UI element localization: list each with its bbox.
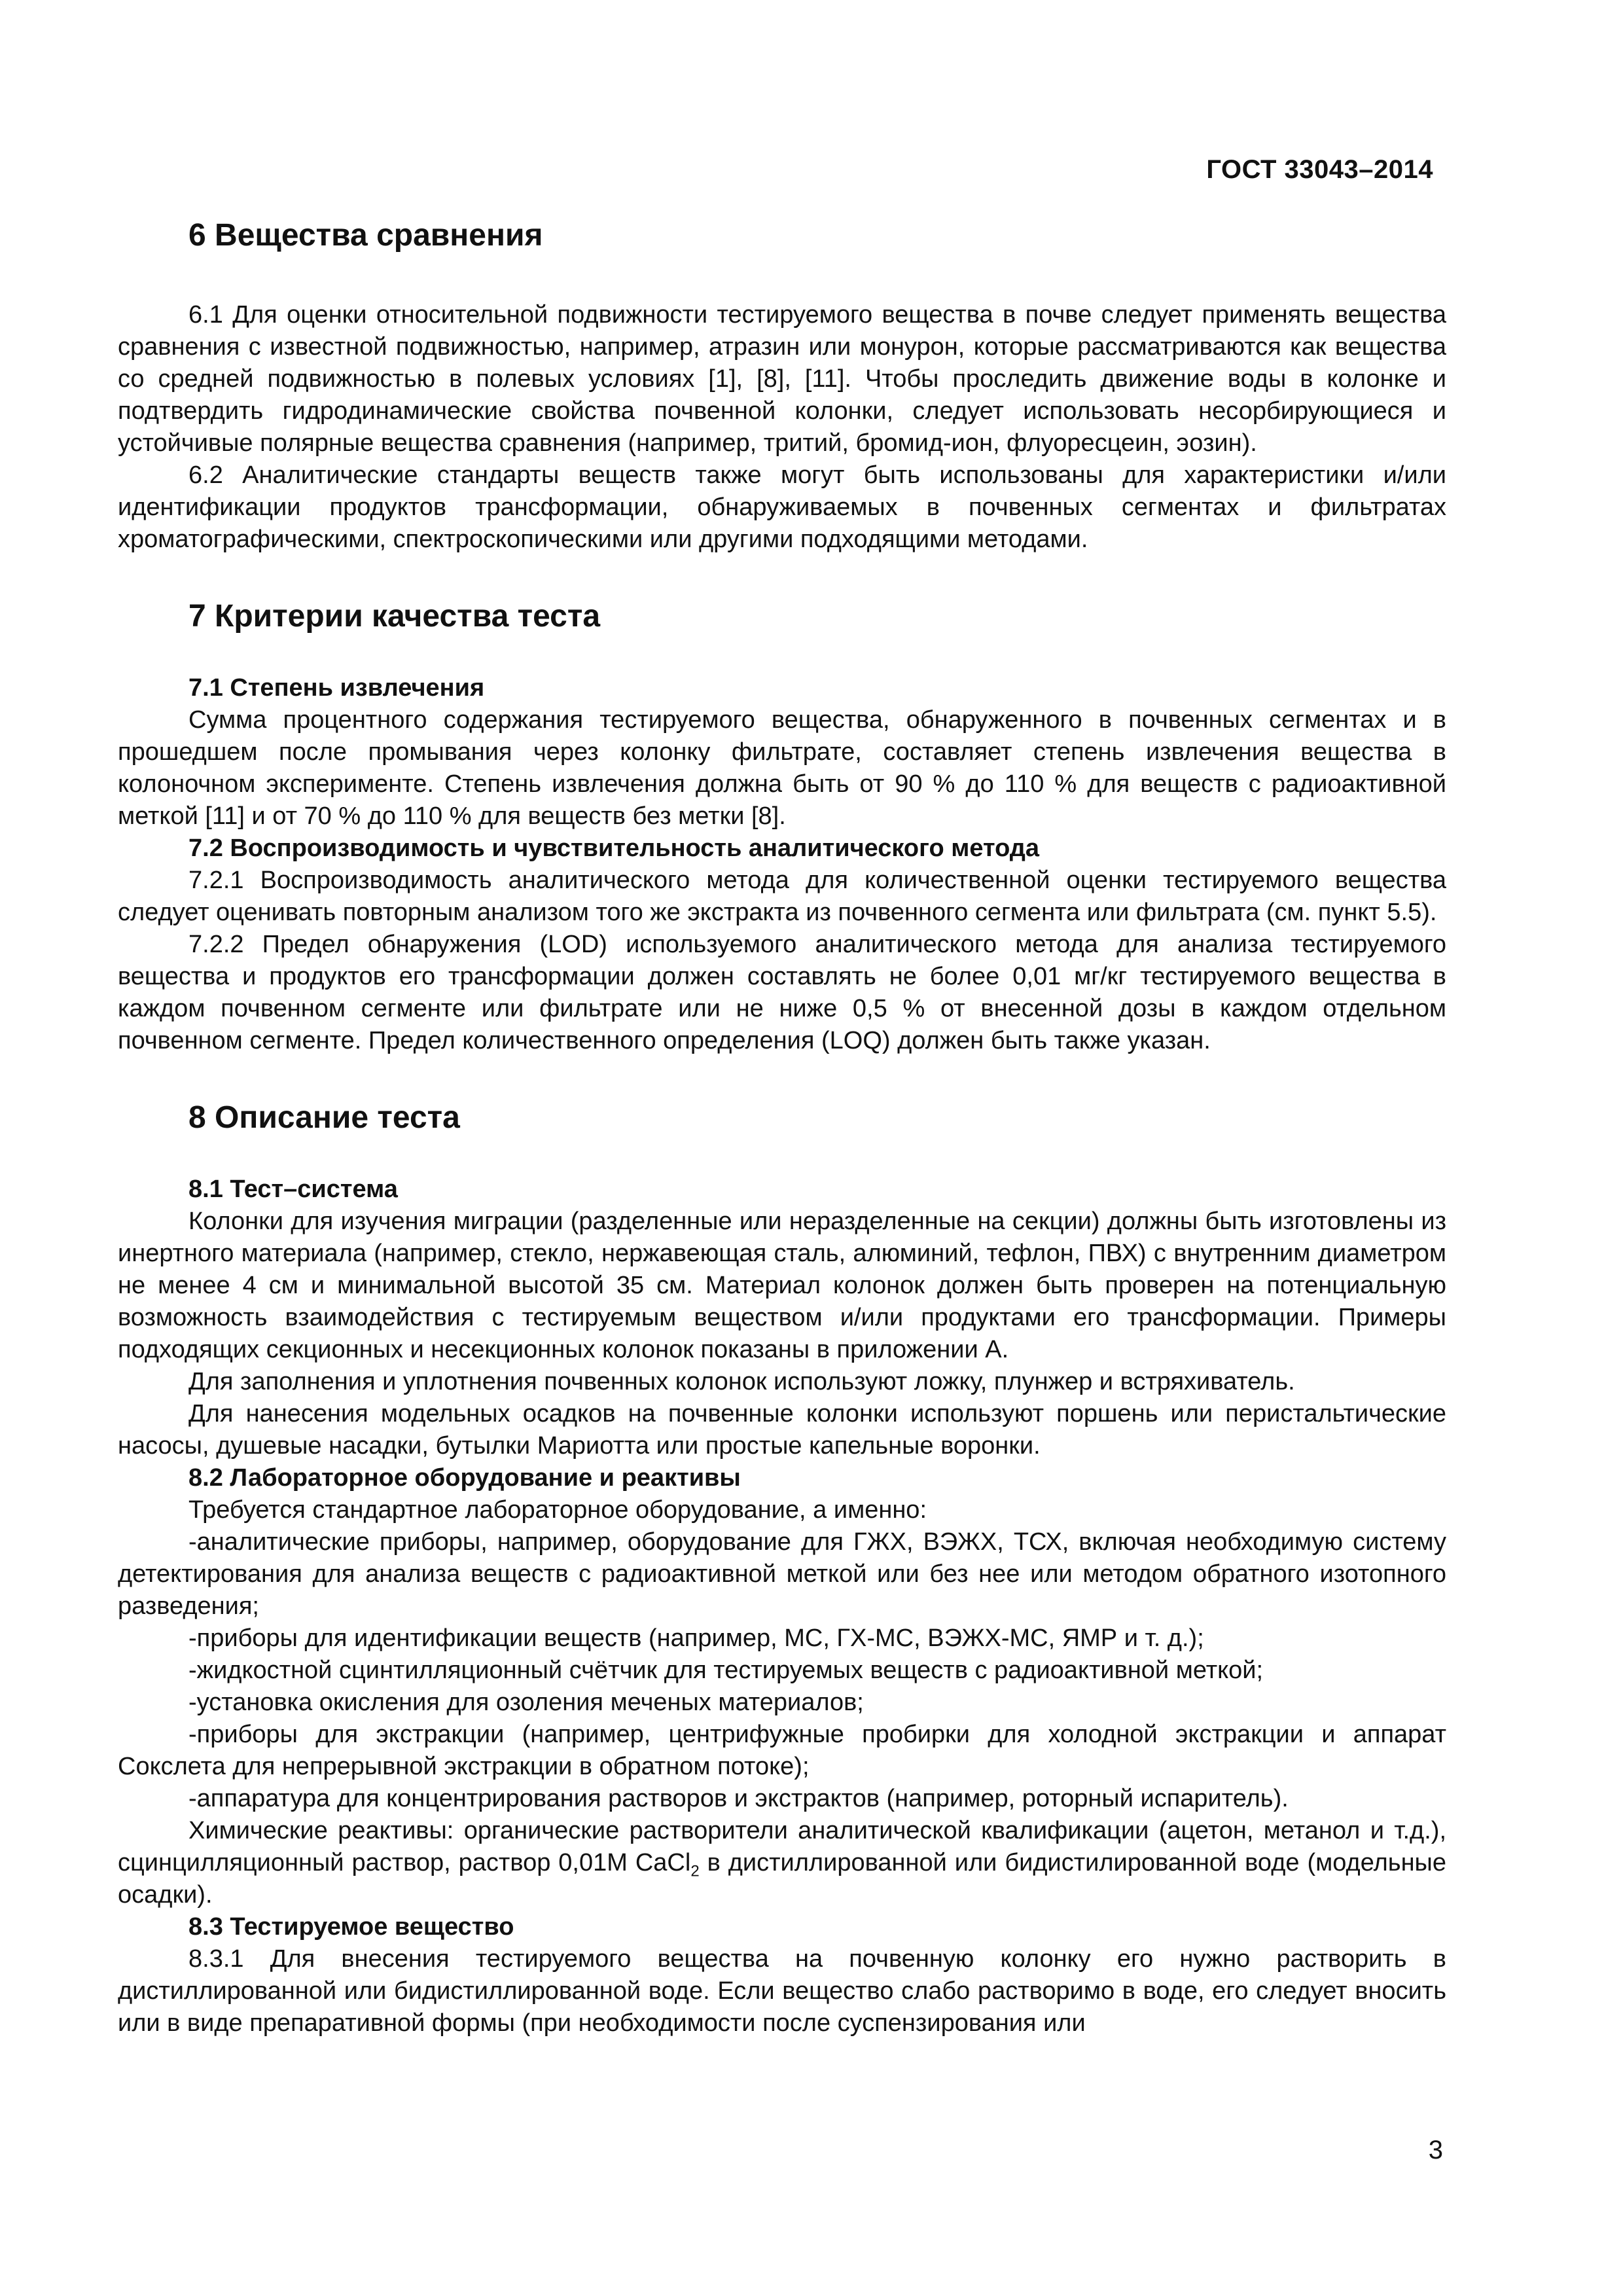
section-8-title: 8 Описание теста	[188, 1100, 460, 1135]
paragraph-6-2: 6.2 Аналитические стандарты веществ также могут быть использованы для характеристики и/или идентификации продуктов трансформации, обнаруживаемых в почвенных сегментах и фильтратах хроматографическими, спектроскопическими или другими подходящими методами.	[118, 461, 1446, 553]
paragraph-8-1-b: Для заполнения и уплотнения почвенных колонок используют ложку, плунжер и встряхиватель.	[188, 1368, 1295, 1395]
section-6-title: 6 Вещества сравнения	[188, 218, 543, 253]
list-item-scintillation-counter: -жидкостной сцинтилляционный счётчик для тестируемых веществ с радиоактивной меткой;	[188, 1657, 1264, 1684]
chemical-formula-subscript: 2	[690, 1862, 700, 1880]
paragraph-6-1: 6.1 Для оценки относительной подвижности тестируемого вещества в почве следует применять вещества сравнения с известной подвижностью, например, атразин или монурон, которые рассматриваются как вещества со средней подвижностью в полевых условиях [1], [8], [11]. Чтобы проследить движение воды в колонке и подтвердить гидродинамические свойства почвенной колонки, следует использовать несорбирующиеся и устойчивые полярные вещества сравнения (например, тритий, бромид-ион, флуоресцеин, эозин).	[118, 301, 1446, 457]
subsection-8-2-title: 8.2 Лабораторное оборудование и реактивы	[188, 1464, 741, 1492]
subsection-7-1-title: 7.1 Степень извлечения	[188, 674, 485, 702]
paragraph-8-3-1: 8.3.1 Для внесения тестируемого вещества на почвенную колонку его нужно растворить в дистиллированной или бидистиллированной воде. Если вещество слабо растворимо в воде, его следует вносить или в виде препаративной формы (при необходимости после суспензирования или	[118, 1945, 1446, 2037]
document-code-header: ГОСТ 33043–2014	[1206, 155, 1433, 184]
paragraph-chemical-reagents	[118, 1815, 1446, 1911]
document-body	[118, 213, 1446, 2039]
subsection-7-2-title: 7.2 Воспроизводимость и чувствительность аналитического метода	[188, 834, 1040, 862]
page-number: 3	[1428, 2136, 1443, 2164]
list-item-extraction-devices: -приборы для экстракции (например, центрифужные пробирки для холодной экстракции и аппарат Сокслета для непрерывной экстракции в обратном потоке);	[118, 1721, 1446, 1780]
subsection-8-3-title: 8.3 Тестируемое вещество	[188, 1913, 514, 1941]
paragraph-8-1-c: Для нанесения модельных осадков на почвенные колонки используют поршень или перистальтические насосы, душевые насадки, бутылки Мариотта или простые капельные воронки.	[118, 1400, 1446, 1460]
chemical-reagents-text-b: в дистиллированной или бидистилированной воде (модельные осадки).	[118, 1849, 1447, 1909]
chemical-reagents-text-a: Химические реактивы: органические растворители аналитической квалификации (ацетон, метанол и т.д.), сцинцилляционный раствор, раствор 0,01М CaCl	[118, 1817, 1446, 1876]
list-item-oxidation-unit: -установка окисления для озоления меченых материалов;	[188, 1689, 864, 1716]
list-item-concentration-apparatus: -аппаратура для концентрирования растворов и экстрактов (например, роторный испаритель).	[188, 1785, 1289, 1812]
paragraph-7-2-1: 7.2.1 Воспроизводимость аналитического метода для количественной оценки тестируемого вещества следует оценивать повторным анализом того же экстракта из почвенного сегмента или фильтрата (см. пункт 5.5).	[118, 867, 1446, 926]
section-7-title: 7 Критерии качества теста	[188, 599, 601, 634]
paragraph-7-2-2: 7.2.2 Предел обнаружения (LOD) используемого аналитического метода для анализа тестируемого вещества и продуктов его трансформации должен составлять не более 0,01 мг/кг тестируемого вещества в каждом почвенном сегменте или фильтрате или не ниже 0,5 % от внесенной дозы в каждом отдельном почвенном сегменте. Предел количественного определения (LOQ) должен быть также указан.	[118, 931, 1446, 1054]
paragraph-8-1-a: Колонки для изучения миграции (разделенные или неразделенные на секции) должны быть изготовлены из инертного материала (например, стекло, нержавеющая сталь, алюминий, тефлон, ПВХ) с внутренним диаметром не менее 4 см и минимальной высотой 35 см. Материал колонок должен быть проверен на потенциальную возможность взаимодействия с тестируемым веществом и/или продуктами его трансформации. Примеры подходящих секционных и несекционных колонок показаны в приложении А.	[118, 1208, 1446, 1363]
list-item-identification-devices: -приборы для идентификации веществ (например, МС, ГХ-МС, ВЭЖХ-МС, ЯМР и т. д.);	[188, 1624, 1204, 1652]
paragraph-8-2-intro: Требуется стандартное лабораторное оборудование, а именно:	[188, 1496, 927, 1524]
list-item-analytic-devices: -аналитические приборы, например, оборудование для ГЖХ, ВЭЖХ, ТСХ, включая необходимую систему детектирования для анализа веществ с радиоактивной меткой или без нее или методом обратного изотопного разведения;	[118, 1528, 1446, 1620]
subsection-8-1-title: 8.1 Тест–система	[188, 1175, 398, 1203]
paragraph-7-1: Сумма процентного содержания тестируемого вещества, обнаруженного в почвенных сегментах и в прошедшем после промывания через колонку фильтрате, составляет степень извлечения вещества в колоночном эксперименте. Степень извлечения должна быть от 90 % до 110 % для веществ с радиоактивной меткой [11] и от 70 % до 110 % для веществ без метки [8].	[118, 706, 1446, 830]
